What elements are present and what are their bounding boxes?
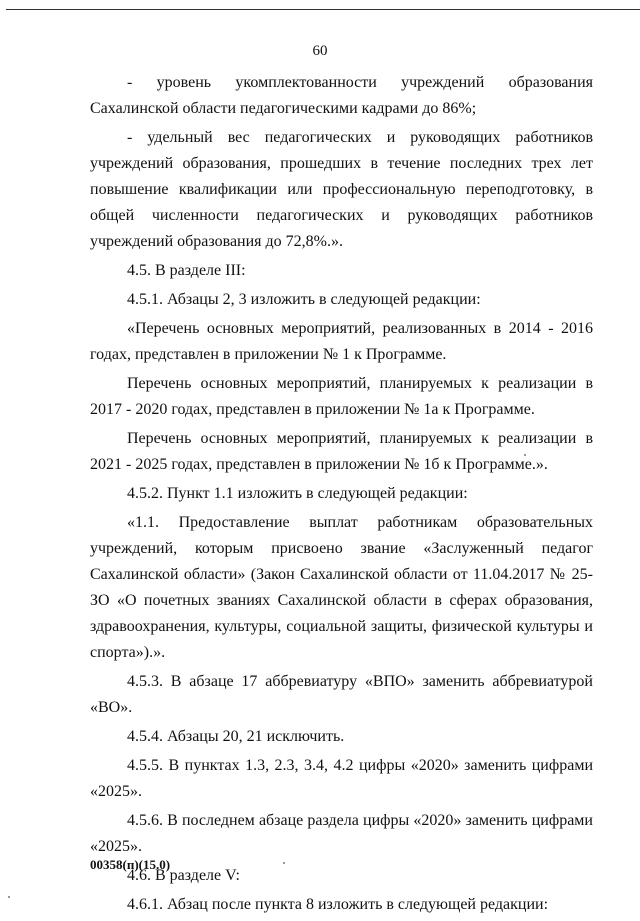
paragraph: 4.5. В разделе III: xyxy=(127,262,246,279)
top-rule xyxy=(6,9,640,10)
scan-speck xyxy=(283,862,285,864)
scan-speck xyxy=(8,896,10,898)
paragraph: 4.5.4. Абзацы 20, 21 исключить. xyxy=(127,728,345,745)
paragraph: Перечень основных мероприятий, планируемых к реализации в 2017 - 2020 годах, представлен в приложении № 1а к Программе. xyxy=(90,375,593,418)
paragraph: «1.1. Предоставление выплат работникам образовательных учреждений, которым присвоено звание «Заслуженный педагог Сахалинской области» (Закон Сахалинской области от 11.04.2017 № 25-ЗО «О почетных званиях Сахалинской области в сферах образования, здравоохранения, культуры, социальной защиты, физической культуры и спорта»).». xyxy=(90,514,593,661)
paragraph: «Перечень основных мероприятий, реализованных в 2014 - 2016 годах, представлен в приложении № 1 к Программе. xyxy=(90,320,593,363)
paragraph: - удельный вес педагогических и руководящих работников учреждений образования, прошедших в течение последних трех лет повышение квалификации или профессиональную переподготовку, в общей численности педагогических и руководящих работников учреждений образования до 72,8%.». xyxy=(90,129,593,250)
paragraph: 4.5.1. Абзацы 2, 3 изложить в следующей редакции: xyxy=(127,291,481,308)
paragraph: 4.5.2. Пункт 1.1 изложить в следующей редакции: xyxy=(127,485,468,502)
paragraph: - уровень укомплектованности учреждений образования Сахалинской области педагогическими кадрами до 86%; xyxy=(90,74,593,117)
page-number: 60 xyxy=(312,43,328,59)
scan-speck xyxy=(524,454,526,456)
paragraph: 4.5.5. В пунктах 1.3, 2.3, 3.4, 4.2 цифры «2020» заменить цифрами «2025». xyxy=(90,757,593,800)
paragraph: 4.5.6. В последнем абзаце раздела цифры «2020» заменить цифрами «2025». xyxy=(90,812,593,855)
paragraph: 4.6. В разделе V: xyxy=(127,867,240,884)
paragraph: Перечень основных мероприятий, планируемых к реализации в 2021 - 2025 годах, представлен в приложении № 1б к Программе.». xyxy=(90,430,593,473)
paragraph: 4.6.1. Абзац после пункта 8 изложить в следующей редакции: xyxy=(127,896,549,913)
paragraph: 4.5.3. В абзаце 17 аббревиатуру «ВПО» заменить аббревиатурой «ВО». xyxy=(90,673,593,716)
document-code: 00358(п)(15.0) xyxy=(90,857,171,872)
document-body xyxy=(90,70,593,921)
